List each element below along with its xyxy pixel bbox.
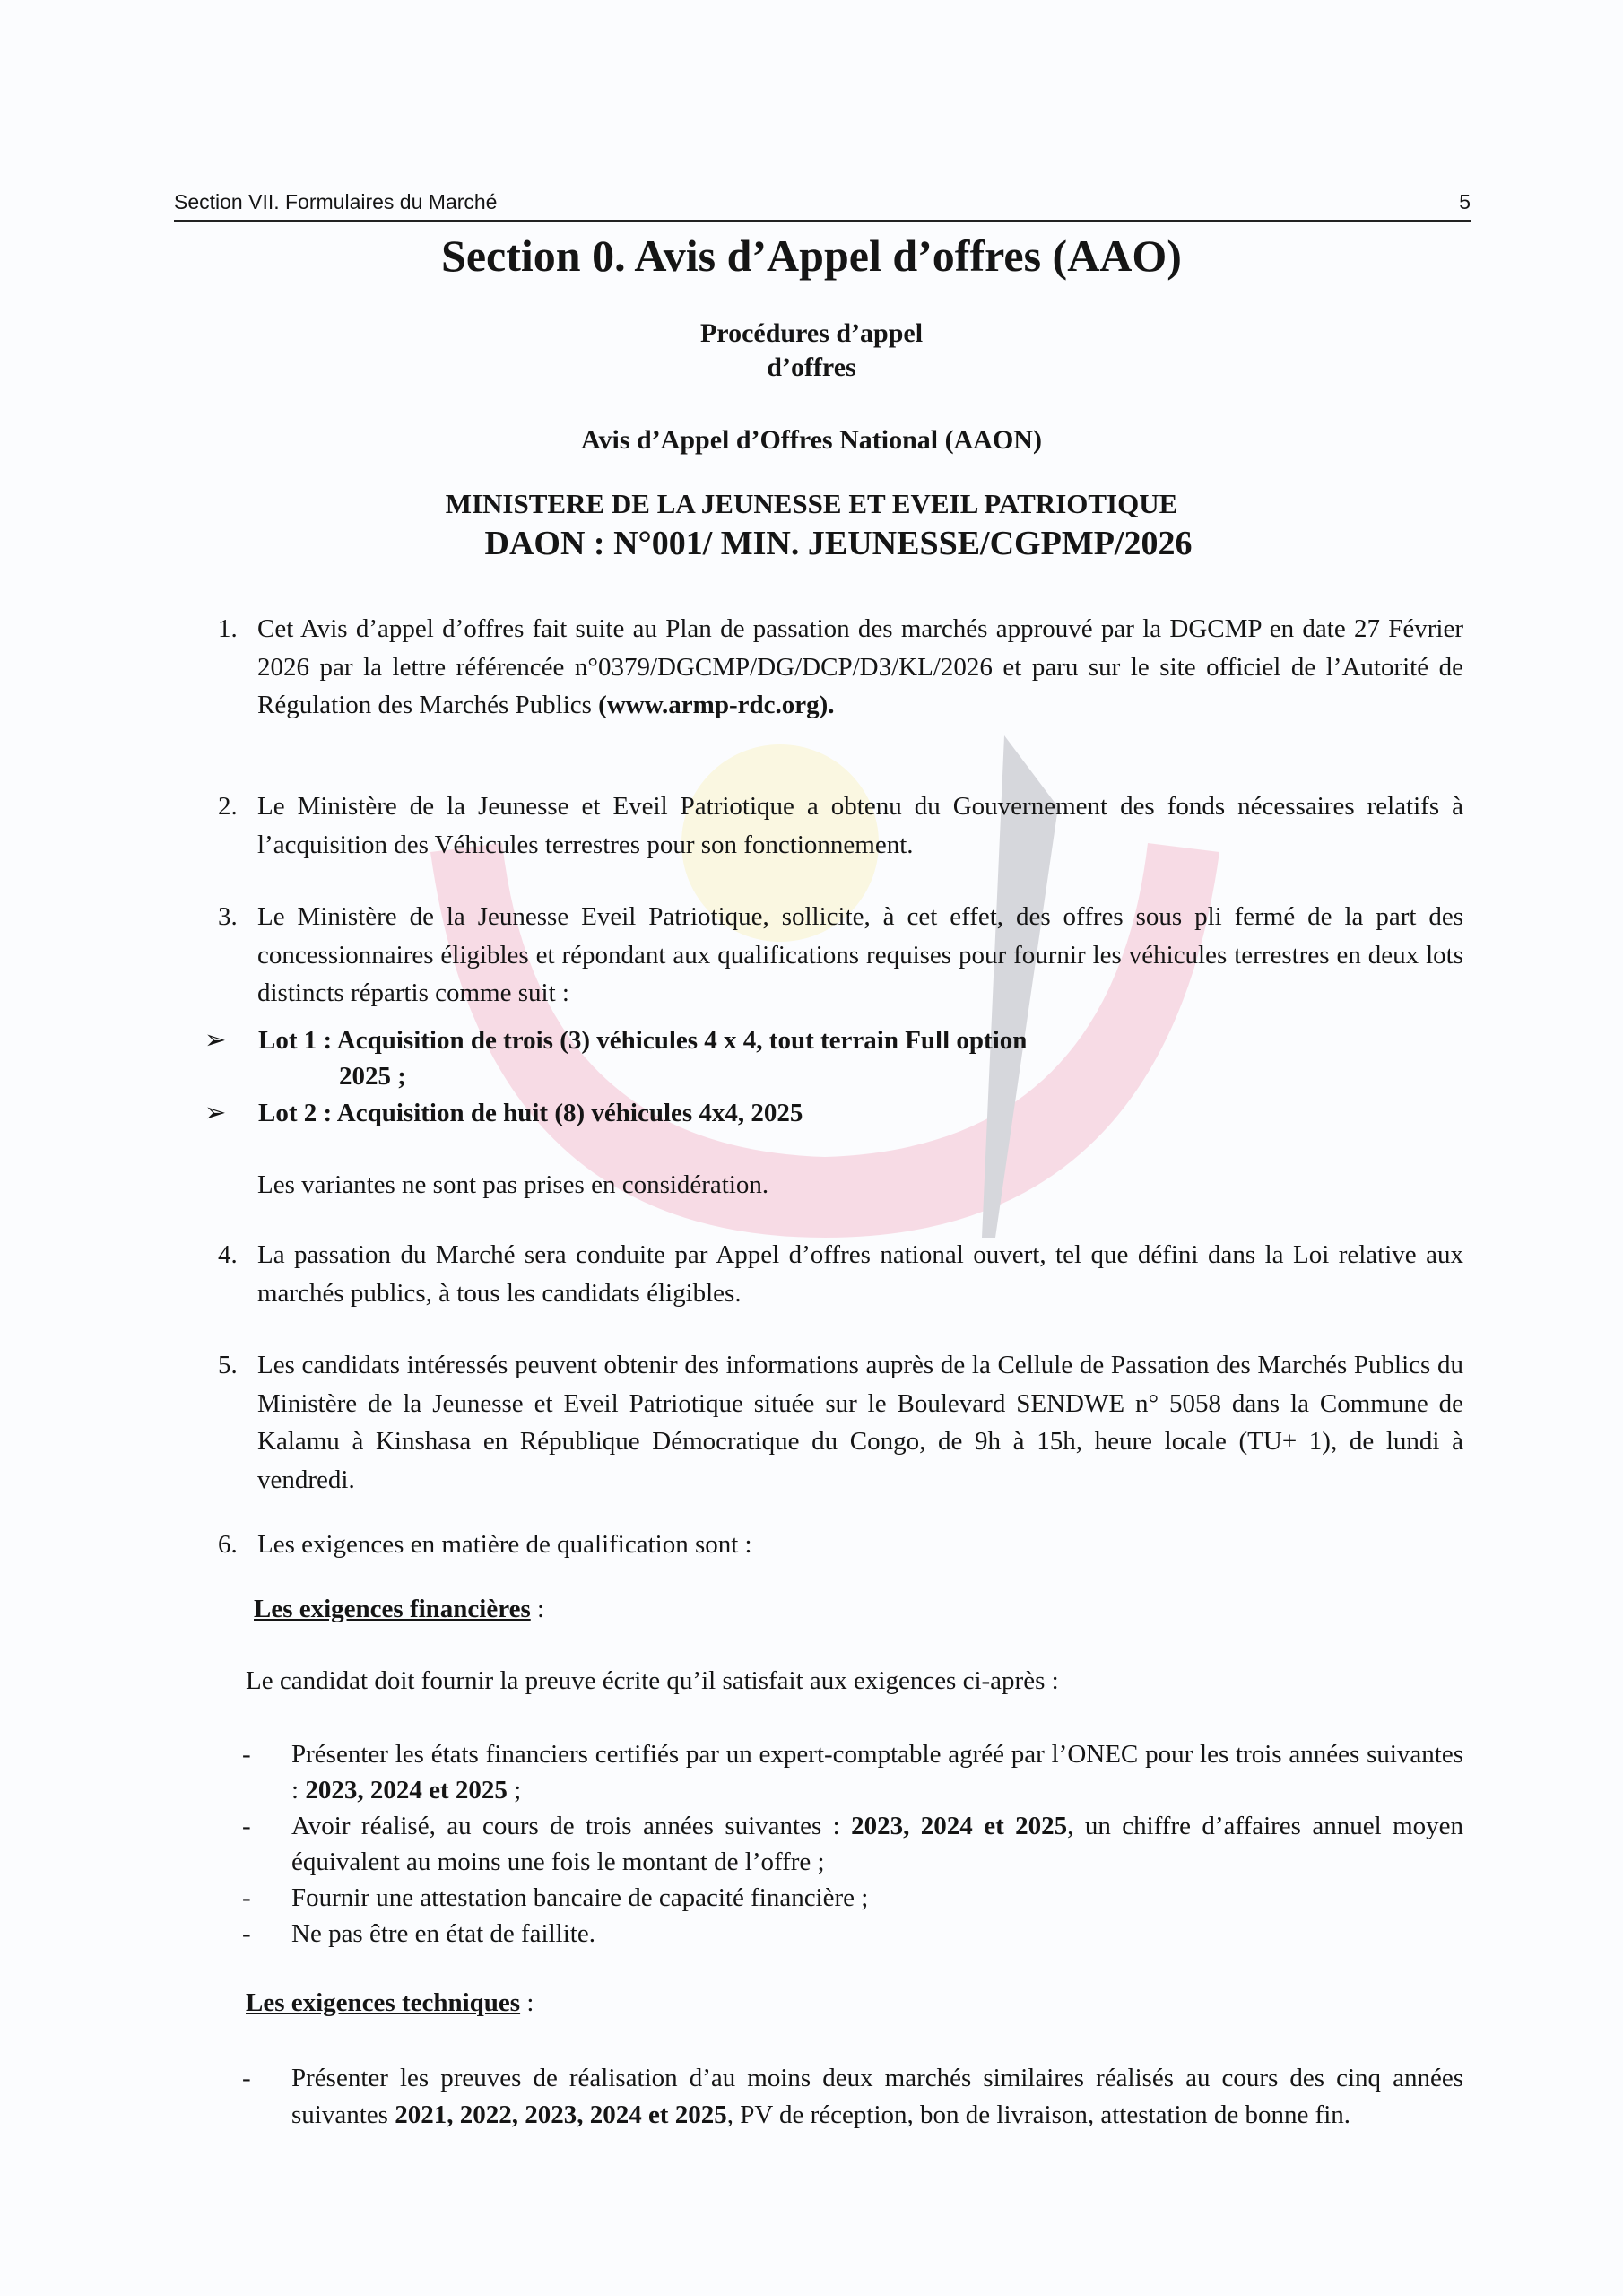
paragraph-6 — [218, 1526, 1463, 1564]
page-title: Section 0. Avis d’Appel d’offres (AAO) — [441, 230, 1182, 281]
item-text: , un chiffre d’affaires annuel moyen équivalent au moins une fois le montant de l’offre ; — [291, 1812, 1464, 1876]
lot-2 — [204, 1095, 1280, 1131]
item-text: Présenter les états financiers certifiés par un expert-comptable agréé par l’ONEC pour les trois années suivantes : — [291, 1740, 1463, 1805]
aaon-heading: Avis d’Appel d’Offres National (AAON) — [581, 425, 1042, 455]
item-number: 6. — [218, 1530, 238, 1559]
paragraph-text: Cet Avis d’appel d’offres fait suite au Plan de passation des marchés approuvé par la DGCMP en date 27 Février 2026 par la lettre référencée n°0379/DGCMP/DG/DCP/D3/KL/2026 et paru sur le site officiel de l’Autorité de Régulation des Marchés Publics — [257, 614, 1463, 719]
dash-bullet: - — [242, 1812, 251, 1840]
item-text: Fournir une attestation bancaire de capacité financière ; — [291, 1883, 869, 1912]
financial-intro: Le candidat doit fournir la preuve écrite qu’il satisfait aux exigences ci-après : — [246, 1666, 1059, 1695]
technical-item-1 — [242, 2060, 1463, 2134]
item-number: 3. — [218, 902, 238, 931]
armp-website-link: (www.armp-rdc.org). — [598, 691, 835, 719]
paragraph-text: Le Ministère de la Jeunesse et Eveil Patriotique a obtenu du Gouvernement des fonds nécessaires relatifs à l’acquisition des Véhicules terrestres pour son fonctionnement. — [257, 792, 1463, 859]
heading-text: Les exigences techniques — [246, 1988, 521, 2017]
financial-item-4 — [242, 1916, 1463, 1952]
dash-bullet: - — [242, 1883, 251, 1912]
dash-bullet: - — [242, 1740, 251, 1769]
lot-1 — [204, 1022, 1280, 1094]
paragraph-4 — [218, 1236, 1463, 1312]
subtitle-line-2: d’offres — [767, 352, 856, 382]
lot-text: Lot 1 : Acquisition de trois (3) véhicules 4 x 4, tout terrain Full option — [258, 1026, 1028, 1055]
section-label: Section VII. Formulaires du Marché — [174, 190, 498, 213]
arrow-bullet-icon: ➢ — [204, 1026, 227, 1055]
item-text: Avoir réalisé, au cours de trois années suivantes : — [291, 1812, 852, 1840]
financial-item-3 — [242, 1880, 1463, 1916]
item-years: 2023, 2024 et 2025 — [305, 1776, 508, 1805]
colon: : — [520, 1988, 534, 2017]
heading-text: Les exigences financières — [254, 1595, 531, 1623]
subtitle-line-1: Procédures d’appel — [699, 318, 924, 348]
paragraph-text: Les exigences en matière de qualification sont : — [257, 1530, 752, 1559]
item-years: 2023, 2024 et 2025 — [851, 1812, 1068, 1840]
page-number: 5 — [1459, 190, 1471, 213]
lot-text: Lot 2 : Acquisition de huit (8) véhicules 4x4, 2025 — [258, 1099, 803, 1127]
daon-reference: DAON : N°001/ MIN. JEUNESSE/CGPMP/2026 — [484, 525, 1193, 562]
item-number: 1. — [218, 614, 238, 643]
paragraph-text: La passation du Marché sera conduite par Appel d’offres national ouvert, tel que défini dans la Loi relative aux marchés publics, à tous les candidats éligibles. — [257, 1240, 1463, 1308]
paragraph-text: Les variantes ne sont pas prises en considération. — [257, 1170, 769, 1199]
page-header — [174, 190, 1471, 222]
arrow-bullet-icon: ➢ — [204, 1099, 227, 1127]
dash-bullet: - — [242, 1919, 251, 1948]
financial-item-2 — [242, 1808, 1463, 1880]
variantes-note — [218, 1166, 1463, 1205]
lot-text-cont: 2025 ; — [339, 1062, 406, 1091]
item-years: 2021, 2022, 2023, 2024 et 2025 — [395, 2100, 727, 2129]
paragraph-2 — [218, 787, 1463, 864]
paragraph-3 — [218, 898, 1463, 1013]
financial-requirements-heading — [254, 1595, 544, 1624]
item-number: 4. — [218, 1240, 238, 1269]
ministry-heading: MINISTERE DE LA JEUNESSE ET EVEIL PATRIOTIQUE — [445, 488, 1178, 519]
paragraph-text: Les candidats intéressés peuvent obtenir des informations auprès de la Cellule de Passation des Marchés Publics du Ministère de la Jeunesse et Eveil Patriotique située sur le Boulevard SENDWE n° 5058 dans la Commune de Kalamu à Kinshasa en République Démocratique du Congo, de 9h à 15h, heure locale (TU+ 1), de lundi à vendredi. — [257, 1351, 1463, 1494]
item-text: , PV de réception, bon de livraison, attestation de bonne fin. — [726, 2100, 1351, 2129]
financial-item-1 — [242, 1736, 1463, 1808]
item-number: 5. — [218, 1351, 238, 1379]
item-text: ; — [507, 1776, 522, 1805]
item-number: 2. — [218, 792, 238, 821]
paragraph-1 — [218, 610, 1463, 725]
item-text: Présenter les preuves de réalisation d’au moins deux marchés similaires réalisés au cours des cinq années suivantes — [291, 2064, 1463, 2129]
colon: : — [530, 1595, 545, 1623]
paragraph-text: Le Ministère de la Jeunesse Eveil Patriotique, sollicite, à cet effet, des offres sous pli fermé de la part des concessionnaires éligibles et répondant aux qualifications requises pour fournir les véhicules terrestres en deux lots distincts répartis comme suit : — [257, 902, 1463, 1007]
technical-requirements-heading — [246, 1988, 534, 2018]
dash-bullet: - — [242, 2064, 251, 2092]
item-text: Ne pas être en état de faillite. — [291, 1919, 595, 1948]
paragraph-5 — [218, 1346, 1463, 1499]
